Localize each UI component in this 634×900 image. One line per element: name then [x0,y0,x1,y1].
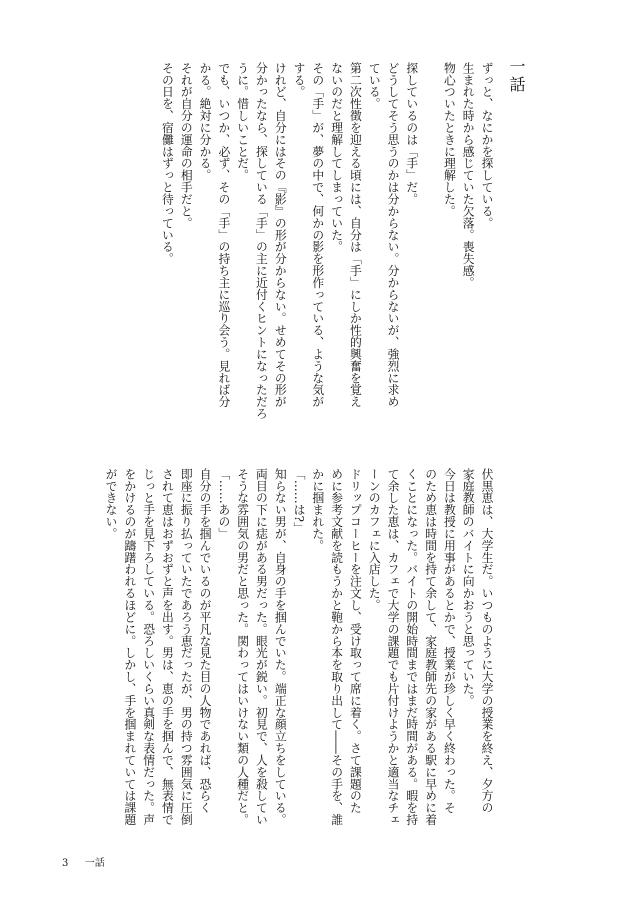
text-line: けれど、自分にはその『影』の形が分からない。せめてその形が [273,62,288,408]
text-line: くことになった。バイトの開始時間まではまだ時間がある。暇を持 [404,468,419,826]
page-footer [62,858,105,870]
text-line: 物心ついたときに理解した。 [442,62,457,217]
text-line: でも、いつか、必ず、その「手」の持ち主に巡り会う。見れば分 [216,62,231,408]
text-line: 両目の下に痣がある男だった。眼光が鋭い。初見で、人を殺してい [254,468,269,826]
text-line: ずっと、なにかを探している。 [480,62,494,229]
text-line: かに掴まれた。 [310,468,325,552]
text-line: 生まれた時から感じていた欠落。喪失感。 [461,62,476,289]
text-line: それが自分の運命の相手だと。 [179,62,194,229]
text-line: どうしてそう思うのかは分からない。分からないが、強烈に求め [386,62,401,408]
prologue-text-block [158,62,496,432]
text-line: 伏黒恵は、大学生だ。いつものように大学の授業を終え、夕方の [480,468,494,814]
text-line: 探しているのは「手」だ。 [404,62,419,206]
text-line: めに参考文献を読もうかと鞄から本を取り出して――その手を、誰 [329,468,344,826]
text-line: をかけるのが躊躇われるほどに。しかし、手を掴まれていては課題 [122,468,137,826]
text-line: ができない。 [104,468,119,540]
text-line: ている。 [367,62,382,110]
text-line: 「……あの」 [216,468,231,540]
text-line: する。 [292,62,307,98]
story-text-block [101,468,496,838]
text-line: 「……は?」 [292,468,307,535]
text-line: じっと手を見下ろしている。恐ろしいくらい真剣な表情だった。声 [141,468,156,826]
text-line: 分かったなら、探している「手」の主に近付くヒントになっただろ [254,62,269,420]
text-line: 第二次性徴を迎える頃には、自分は「手」にしか性的興奮を覚え [348,62,363,408]
text-line: うに。惜しいことだ。 [235,62,250,182]
text-line: 知らない男が、自身の手を掴んでいた。端正な顔立ちをしている。 [273,468,288,826]
text-line: のため恵は時間を持て余して、家庭教師先の家がある駅に早めに着 [423,468,438,826]
text-line: その日を、宿儺はずっと待っている。 [160,62,175,265]
running-chapter-title: 一話 [84,858,105,869]
text-line: て余した恵は、カフェで大学の課題でも片付けようかと適当なチェ [386,468,401,826]
text-line: その「手」が、夢の中で、何かの影を形作っている、ような気が [310,62,325,408]
text-line: ドリップコーヒーを注文し、受け取って席に着く。さて課題のた [348,468,363,814]
text-line: かる。絶対に分かる。 [198,62,213,182]
text-line: 即座に振り払っていたであろう恵だったが、男の持つ雰囲気に圧倒 [179,468,194,826]
blank-line [421,62,440,432]
chapter-title: 一話 [507,58,526,94]
text-line: されて恵はおずおずと声を出す。男は、恵の手を掴んで、無表情で [160,468,175,826]
text-line: 自分の手を掴んでいるのが平凡な見た目の人物であれば、恐らく [198,468,213,814]
text-line: ーンのカフェに入店した。 [367,468,382,612]
text-line: 今日は教授に用事があるとかで、授業が珍しく早く終わった。そ [442,468,457,814]
text-line: ないのだと理解してしまっていた。 [329,62,344,253]
page-number: 3 [62,858,69,869]
text-line: そうな雰囲気の男だと思った。関わってはいけない類の人種だと。 [235,468,250,826]
text-line: 家庭教師のバイトに向かおうと思っていた。 [461,468,476,707]
